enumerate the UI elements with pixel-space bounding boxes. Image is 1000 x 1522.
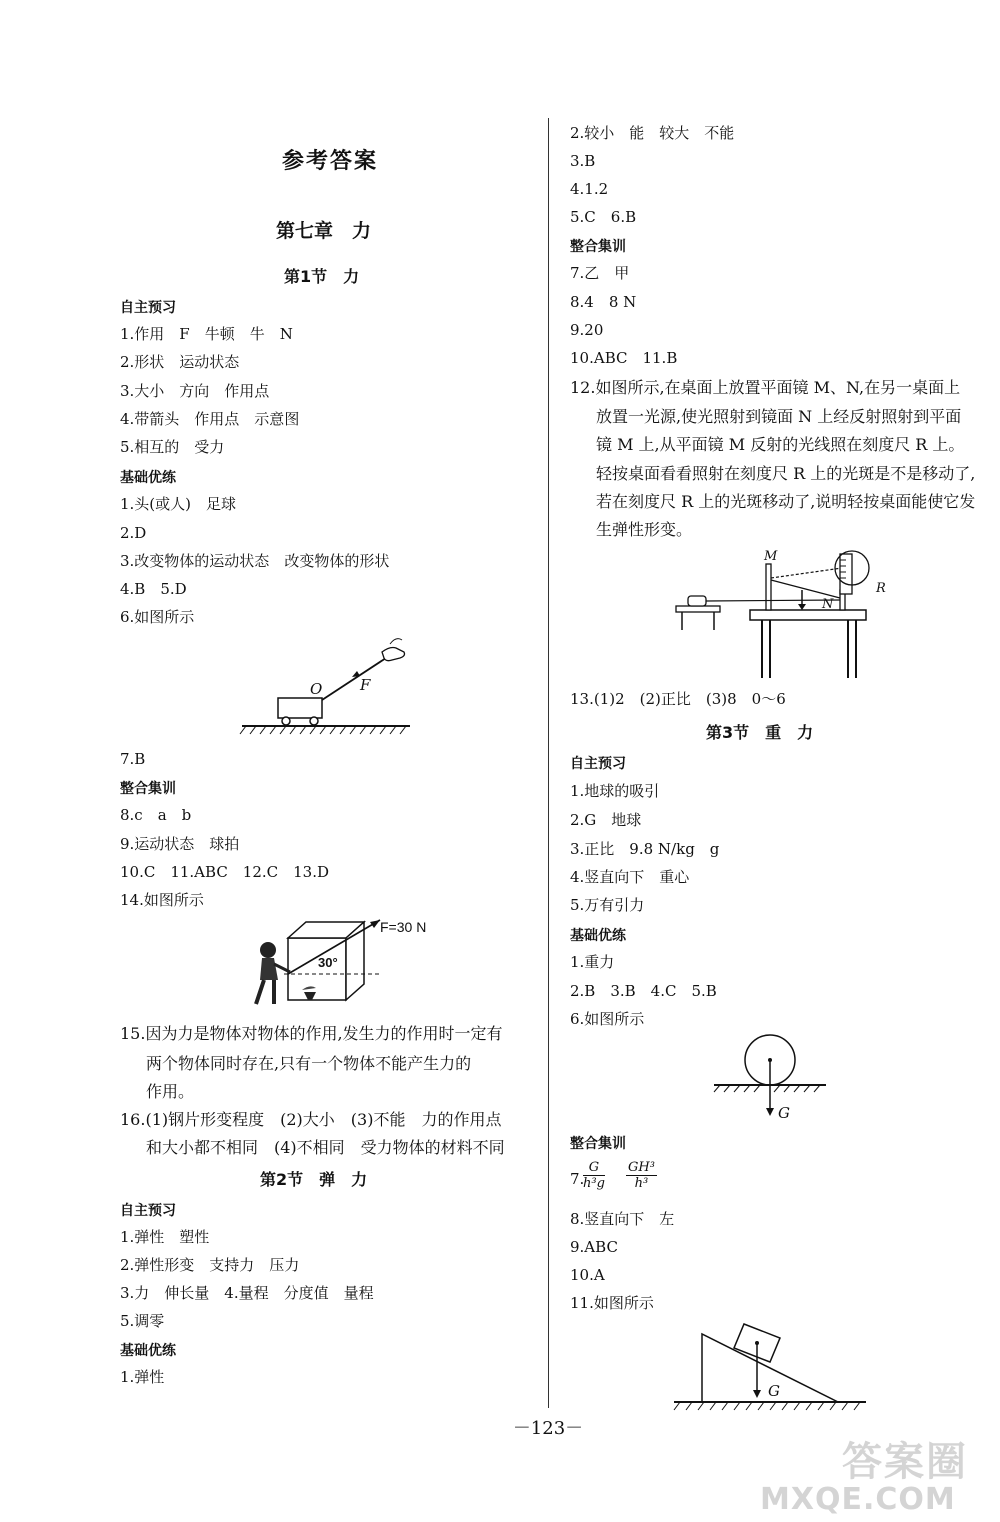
sec1-integrate-heading: 整合集训 (120, 781, 176, 797)
answer-line: 16.(1)钢片形变程度 (2)大小 (3)不能 力的作用点 (120, 1110, 502, 1129)
answer-line: 9.20 (570, 321, 604, 339)
answer-line: 两个物体同时存在,只有一个物体不能产生力的 (146, 1054, 472, 1073)
sec3-preview-heading: 自主预习 (570, 756, 626, 772)
answer-line: 2.较小 能 较大 不能 (570, 124, 735, 142)
answer-line: 1.弹性 (120, 1368, 165, 1386)
sec3-integrate-heading: 整合集训 (570, 1136, 626, 1152)
answer-line: 生弹性形变。 (596, 520, 693, 539)
incline-gravity-diagram (670, 1318, 870, 1416)
answer-line: 2.B 3.B 4.C 5.B (570, 982, 717, 1000)
answer-line: 4.B 5.D (120, 580, 187, 598)
fraction-1 (583, 1160, 605, 1191)
fig12-mirror-n: N (822, 597, 834, 612)
answer-line: 6.如图所示 (120, 608, 195, 626)
page-title: 参考答案 (282, 149, 379, 174)
fig6-gravity-label: G (778, 1104, 790, 1122)
answer-line: 1.弹性 塑性 (120, 1228, 210, 1246)
answer-line: 3.正比 9.8 N/kg g (570, 840, 720, 858)
answer-line: 5.C 6.B (570, 208, 637, 226)
answer-line: 和大小都不相同 (4)不相同 受力物体的材料不同 (146, 1138, 505, 1157)
mirror-reflection-diagram (672, 540, 892, 680)
sec1-preview-heading: 自主预习 (120, 300, 176, 316)
fraction-2-numerator: GH³ (628, 1160, 655, 1175)
answer-line: 2.弹性形变 支持力 压力 (120, 1256, 300, 1274)
cart-force-diagram (236, 628, 416, 740)
fraction-1-numerator: G (583, 1160, 605, 1176)
answer-line: 8.4 8 N (570, 293, 637, 311)
column-divider (548, 118, 549, 1408)
answer-line: 2.形状 运动状态 (120, 353, 240, 371)
answer-line: 5.万有引力 (570, 896, 645, 914)
answer-line: 15.因为力是物体对物体的作用,发生力的作用时一定有 (120, 1024, 503, 1043)
q7-number: 7. (570, 1170, 585, 1188)
answer-line: 10.C 11.ABC 12.C 13.D (120, 863, 330, 881)
sec2-preview-heading: 自主预习 (120, 1203, 176, 1219)
answer-line: 轻按桌面看看照射在刻度尺 R 上的光斑是不是移动了, (596, 464, 976, 483)
answer-line: 3.力 伸长量 4.量程 分度值 量程 (120, 1284, 374, 1302)
fig12-ruler-r: R (876, 581, 886, 596)
fig6-force-label: F (360, 676, 371, 694)
watermark-logo: 答案圈 (842, 1439, 968, 1485)
fig11-gravity-label: G (768, 1382, 780, 1400)
answer-line: 9.运动状态 球拍 (120, 835, 240, 853)
answer-line: 11.如图所示 (570, 1294, 654, 1312)
answer-line: 4.带箭头 作用点 示意图 (120, 410, 300, 428)
section-2-title: 第2节 弹 力 (260, 1170, 368, 1189)
answer-line: 8.竖直向下 左 (570, 1210, 675, 1228)
answer-line: 5.调零 (120, 1312, 165, 1330)
answer-line: 5.相互的 受力 (120, 438, 225, 456)
sec3-basic-heading: 基础优练 (570, 928, 626, 944)
answer-line: 作用。 (146, 1082, 195, 1101)
answer-line: 3.改变物体的运动状态 改变物体的形状 (120, 552, 390, 570)
answer-line: 10.ABC 11.B (570, 349, 678, 367)
answer-line: 9.ABC (570, 1238, 618, 1256)
sec2-basic-heading: 基础优练 (120, 1343, 176, 1359)
fraction-2 (626, 1160, 657, 1191)
fraction-2-denominator: h³ (634, 1176, 649, 1191)
answer-line: 13.(1)2 (2)正比 (3)8 0～6 (570, 690, 786, 708)
answer-line: 1.头(或人) 足球 (120, 495, 237, 513)
answer-line: 1.作用 F 牛顿 牛 N (120, 325, 293, 343)
answer-line: 4.竖直向下 重心 (570, 868, 690, 886)
answer-line: 1.重力 (570, 953, 615, 971)
answer-line: 1.地球的吸引 (570, 782, 660, 800)
section-1-title: 第1节 力 (284, 267, 360, 286)
fig6-point-label: O (310, 680, 323, 698)
answer-line: 12.如图所示,在桌面上放置平面镜 M、N,在另一桌面上 (570, 378, 961, 397)
fraction-1-denominator: h³g (583, 1176, 605, 1191)
answer-line: 8.c a b (120, 806, 192, 824)
answer-line: 6.如图所示 (570, 1010, 645, 1028)
answer-line: 3.B (570, 152, 596, 170)
answer-line: 放置一光源,使光照射到镜面 N 上经反射照射到平面 (596, 407, 962, 426)
answer-line: 若在刻度尺 R 上的光斑移动了,说明轻按桌面能使它发 (596, 492, 976, 511)
sec1-basic-heading: 基础优练 (120, 470, 176, 486)
answer-line: 7.B (120, 750, 146, 768)
watermark-site: MXQE.COM (760, 1482, 956, 1517)
fig12-mirror-m: M (764, 549, 778, 564)
answer-line: 2.D (120, 524, 147, 542)
fig14-force-label: F=30 N (380, 919, 427, 935)
section-3-title: 第3节 重 力 (706, 723, 814, 742)
answer-line: 2.G 地球 (570, 811, 642, 829)
answer-line: 14.如图所示 (120, 891, 204, 909)
answer-line: 7.乙 甲 (570, 264, 630, 282)
sec2-integrate-heading: 整合集训 (570, 239, 626, 255)
answer-line: 10.A (570, 1266, 605, 1284)
fig14-angle-label: 30° (318, 955, 338, 970)
chapter-title: 第七章 力 (276, 220, 372, 242)
ball-gravity-diagram (710, 1034, 830, 1124)
answer-line: 3.大小 方向 作用点 (120, 382, 270, 400)
answer-line: 镜 M 上,从平面镜 M 反射的光线照在刻度尺 R 上。 (596, 435, 965, 454)
answer-line: 4.1.2 (570, 180, 609, 198)
page-number: －123－ (512, 1418, 584, 1439)
